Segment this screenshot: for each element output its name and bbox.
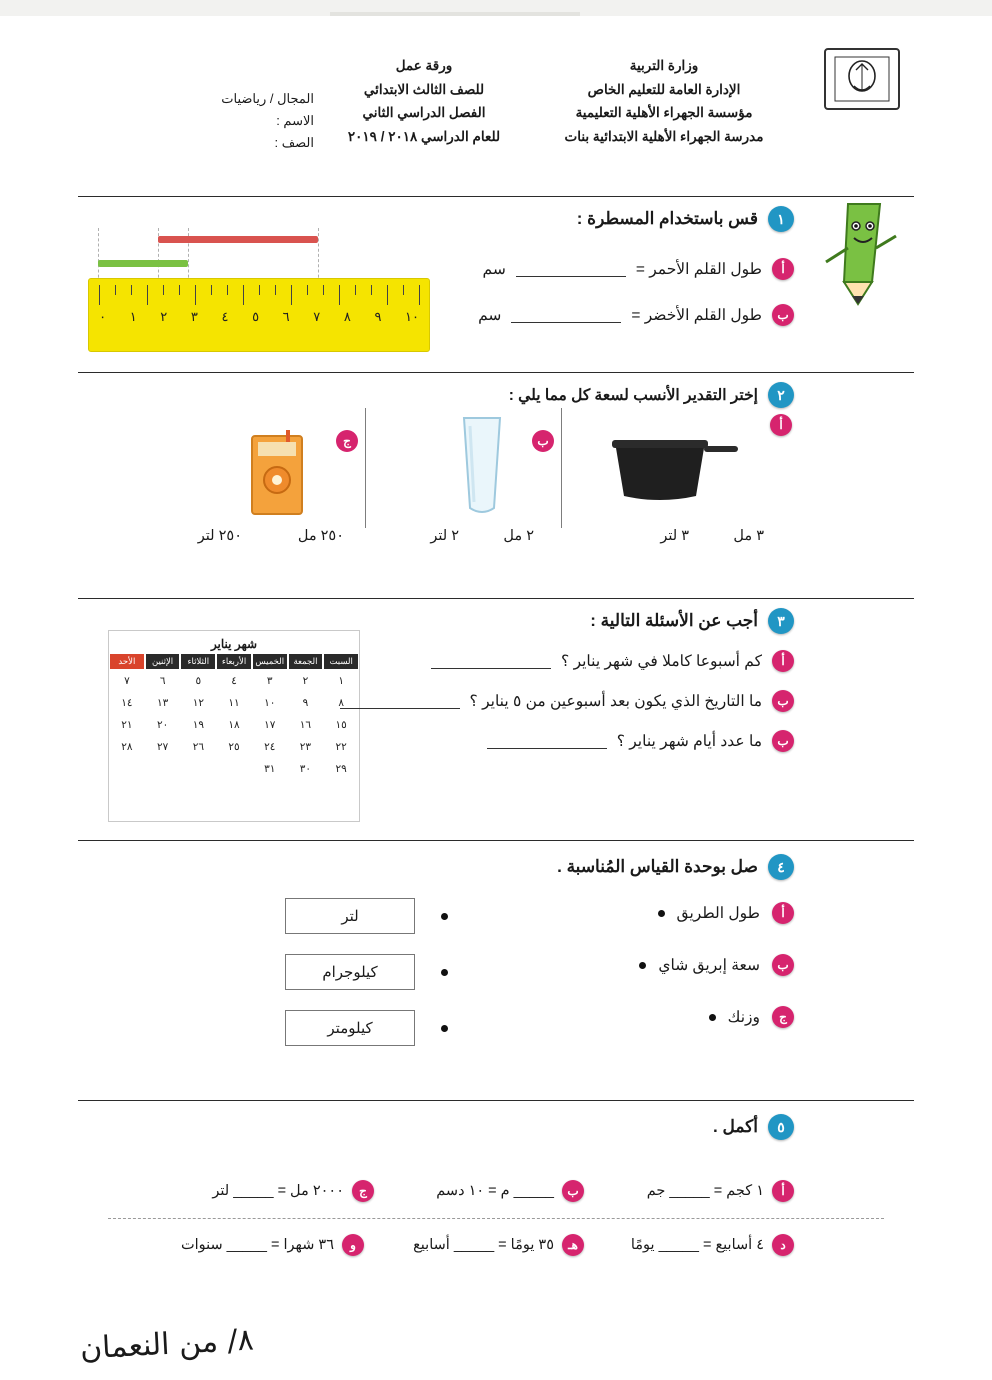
q4-item-b-badge: ب xyxy=(772,954,794,976)
ruler-illustration xyxy=(88,218,438,348)
calendar-cell: ٢٤ xyxy=(264,741,276,753)
q5-item-f-text[interactable]: ٣٦ شهرا = _____ سنوات xyxy=(180,1237,334,1253)
q4-item-c xyxy=(534,1006,794,1028)
calendar-cell: ٢٢ xyxy=(335,741,347,753)
q2-option-a-2[interactable]: ٣ لتر xyxy=(660,528,689,544)
calendar-cell: ٣٠ xyxy=(299,763,312,775)
q1-item-b xyxy=(478,304,794,326)
calendar-cell xyxy=(216,758,252,780)
q2-option-b-2[interactable]: ٢ لتر xyxy=(430,528,459,544)
q5-item-d-badge: د xyxy=(772,1234,794,1256)
q3-item-b-text: ما التاريخ الذي يكون بعد أسبوعين من ٥ يناير ؟ xyxy=(469,692,762,710)
q5-item-b-text[interactable]: _____ م = ١٠ دسم xyxy=(436,1183,554,1199)
q3-heading xyxy=(590,608,794,634)
calendar-day-header-2: الثلاثاء xyxy=(180,653,216,670)
calendar-day-header-4: الخميس xyxy=(252,653,288,670)
divider-q1 xyxy=(78,372,914,373)
calendar-cell: ٢ xyxy=(302,675,309,687)
q5-row2-item-d xyxy=(631,1234,794,1256)
match-dot[interactable] xyxy=(441,969,448,976)
calendar-cell: ٩ xyxy=(302,697,309,709)
ruler-ticks xyxy=(89,285,429,311)
handwritten-note: ٨/ من النعمان xyxy=(79,1322,255,1367)
q4-item-c-badge: ج xyxy=(772,1006,794,1028)
q1-item-a-unit: سم xyxy=(482,260,506,278)
q5-row2-item-e xyxy=(413,1234,584,1256)
ruler-num-2: ٢ xyxy=(160,309,168,324)
q3-item-a-badge: أ xyxy=(772,650,794,672)
ruler-num-8: ٨ xyxy=(343,309,351,324)
ruler-numbers xyxy=(89,309,429,335)
student-fields-block xyxy=(166,88,318,154)
q4-item-a-text: طول الطريق xyxy=(676,904,760,922)
field-subject: المجال / رياضيات xyxy=(221,91,314,106)
q1-item-b-unit: سم xyxy=(478,306,502,324)
ruler-num-6: ٦ xyxy=(282,309,290,324)
q1-item-b-text: طول القلم الأخضر = xyxy=(631,306,762,324)
calendar-day-header-0: الأحد xyxy=(109,653,145,670)
question-5 xyxy=(78,1106,914,1316)
calendar-title: شهر يناير xyxy=(210,637,258,651)
calendar-cell: ٥ xyxy=(195,675,202,687)
red-pencil-icon xyxy=(158,236,318,243)
q4-unit-row xyxy=(248,954,448,990)
q1-number-badge: ١ xyxy=(768,206,794,232)
q2-title-text: إختر التقدير الأنسب لسعة كل مما يلي : xyxy=(508,386,758,404)
calendar-cell: ١٠ xyxy=(264,697,276,709)
q3-item-b xyxy=(340,690,794,712)
q1-item-b-badge: ب xyxy=(772,304,794,326)
calendar-cell: ٢٠ xyxy=(156,719,169,731)
calendar-cell: ١٣ xyxy=(156,697,169,709)
calendar-cell: ١٩ xyxy=(192,719,204,731)
q4-item-b xyxy=(534,954,794,976)
q3-item-c xyxy=(487,730,794,752)
question-3 xyxy=(78,604,914,832)
q5-heading xyxy=(713,1114,794,1140)
ruler-num-3: ٣ xyxy=(190,309,198,324)
q3-item-a-answer-blank[interactable] xyxy=(431,654,551,669)
calendar-cell: ١٧ xyxy=(264,719,276,731)
worksheet-line-2: الفصل الدراسي الثاني xyxy=(362,105,486,121)
q4-left-column xyxy=(534,902,794,1058)
q3-item-a xyxy=(431,650,794,672)
calendar-cell: ١٦ xyxy=(299,719,312,731)
worksheet-line-0: ورقة عمل xyxy=(395,58,453,73)
q2-item-c-badge: ج xyxy=(336,430,358,452)
match-dot[interactable] xyxy=(658,910,665,917)
ruler-num-10: ١٠ xyxy=(405,309,419,324)
calendar-week-row xyxy=(109,714,359,736)
school-logo-icon xyxy=(824,48,900,110)
juice-box-icon xyxy=(242,428,314,520)
q3-item-b-answer-blank[interactable] xyxy=(340,694,460,709)
ruler-num-9: ٩ xyxy=(374,309,382,324)
calendar-cell xyxy=(109,758,145,780)
calendar-cell: ٨ xyxy=(338,697,344,709)
q5-item-b-badge: ب xyxy=(562,1180,584,1202)
worksheet-info-block xyxy=(334,54,514,149)
q4-unit-row xyxy=(248,1010,448,1046)
q3-title-text: أجب عن الأسئلة التالية : xyxy=(590,611,758,630)
calendar-cell: ١١ xyxy=(228,697,240,709)
question-2 xyxy=(78,378,914,590)
q4-item-a-badge: أ xyxy=(772,902,794,924)
calendar-week-row xyxy=(109,758,359,780)
calendar-cell: ٢٥ xyxy=(228,741,240,753)
calendar-cell: ٣١ xyxy=(264,763,276,775)
calendar-cell: ١٥ xyxy=(335,719,347,731)
q5-item-c-text[interactable]: ٢٠٠٠ مل = _____ لتر xyxy=(212,1183,344,1199)
q5-item-e-badge: هـ xyxy=(562,1234,584,1256)
calendar-week-row xyxy=(109,736,359,758)
divider-q4 xyxy=(78,1100,914,1101)
q2-number-badge: ٢ xyxy=(768,382,794,408)
calendar-grid xyxy=(109,670,359,780)
q1-item-a-answer-blank[interactable] xyxy=(516,262,626,277)
ruler-num-5: ٥ xyxy=(252,309,260,324)
q5-row1-item-b xyxy=(436,1180,584,1202)
q3-number-badge: ٣ xyxy=(768,608,794,634)
q5-item-e-text[interactable]: ٣٥ يومًا = _____ أسابيع xyxy=(413,1237,554,1253)
scan-edge xyxy=(0,0,992,16)
ministry-line-3: مدرسة الجهراء الأهلية الابتدائية بنات xyxy=(564,128,764,144)
q5-item-a-text[interactable]: ١ كجم = _____ جم xyxy=(646,1183,764,1199)
q2-item-b-badge: ب xyxy=(532,430,554,452)
q5-divider xyxy=(108,1218,884,1219)
q1-item-b-answer-blank[interactable] xyxy=(511,308,621,323)
q5-title-text: أكمل . xyxy=(713,1117,758,1136)
q4-item-b-text: سعة إبريق شاي xyxy=(658,956,760,974)
calendar-day-header-6: السبت xyxy=(323,653,359,670)
q1-item-a xyxy=(483,258,794,280)
calendar-cell xyxy=(180,758,216,780)
field-name[interactable]: الاسم : xyxy=(276,113,314,128)
calendar-cell: ٢٨ xyxy=(121,741,133,753)
calendar-cell: ٣ xyxy=(266,675,273,687)
calendar-cell: ٢٩ xyxy=(335,763,347,775)
q3-item-c-answer-blank[interactable] xyxy=(487,734,607,749)
worksheet-line-1: للصف الثالث الابتدائي xyxy=(363,81,485,97)
q2-option-a-1[interactable]: ٣ مل xyxy=(733,528,764,544)
calendar-week-row xyxy=(109,692,359,714)
q2-option-c-1[interactable]: ٢٥٠ مل xyxy=(297,528,344,544)
q3-item-c-badge: ب xyxy=(772,730,794,752)
q5-row1-item-a xyxy=(647,1180,794,1202)
ruler-icon xyxy=(88,278,430,352)
q4-unit-2[interactable]: كيلومتر xyxy=(285,1010,415,1046)
calendar-week-row xyxy=(109,670,359,692)
ministry-block xyxy=(534,54,794,149)
calendar-cell: ٢٦ xyxy=(192,741,204,753)
match-dot[interactable] xyxy=(639,962,646,969)
match-dot[interactable] xyxy=(709,1014,716,1021)
glass-icon xyxy=(450,412,514,522)
calendar-cell: ٢٣ xyxy=(299,741,312,753)
calendar-cell: ١٨ xyxy=(228,719,240,731)
ministry-line-1: الإدارة العامة للتعليم الخاص xyxy=(587,81,741,97)
q1-item-a-text: طول القلم الأحمر = xyxy=(635,260,762,278)
q4-unit-row xyxy=(248,898,448,934)
green-pencil-icon xyxy=(98,260,188,267)
q3-item-c-text: ما عدد أيام شهر يناير ؟ xyxy=(616,732,762,750)
q4-heading xyxy=(557,854,794,880)
q3-item-a-text: كم أسبوعا كاملا في شهر يناير ؟ xyxy=(561,652,762,670)
field-class[interactable]: الصف : xyxy=(274,135,314,150)
q4-units-column xyxy=(248,898,448,1066)
q5-item-a-badge: أ xyxy=(772,1180,794,1202)
calendar-cell: ٢١ xyxy=(121,719,133,731)
calendar-cell: ١٤ xyxy=(121,697,133,709)
calendar-cell: ٢٧ xyxy=(156,741,169,753)
q5-number-badge: ٥ xyxy=(768,1114,794,1140)
calendar-cell: ٤ xyxy=(231,675,237,687)
q3-item-b-badge: ب xyxy=(772,690,794,712)
q4-unit-1[interactable]: كيلوجرام xyxy=(285,954,415,990)
calendar-cell: ٧ xyxy=(124,675,130,687)
document-header xyxy=(78,44,914,194)
match-dot[interactable] xyxy=(441,1025,448,1032)
q2-option-c-2[interactable]: ٢٥٠ لتر xyxy=(197,528,242,544)
q4-number-badge: ٤ xyxy=(768,854,794,880)
q4-item-c-text: وزنك xyxy=(727,1008,760,1026)
calendar-day-header-5: الجمعة xyxy=(288,653,324,670)
calendar-cell: ٦ xyxy=(159,675,166,687)
q2-options xyxy=(78,528,914,562)
divider-q2 xyxy=(78,598,914,599)
cooking-pot-icon xyxy=(594,434,744,504)
calendar-cell: ١٢ xyxy=(192,697,204,709)
q5-row1-item-c xyxy=(212,1180,374,1202)
question-1 xyxy=(78,200,914,370)
q5-item-d-text[interactable]: ٤ أسابيع = _____ يومًا xyxy=(630,1237,764,1253)
ruler-num-1: ١ xyxy=(129,309,137,324)
ruler-num-4: ٤ xyxy=(221,309,229,324)
question-4 xyxy=(78,846,914,1088)
q1-title-text: قس باستخدام المسطرة : xyxy=(576,209,758,228)
pencil-mascot-icon xyxy=(808,196,904,316)
q4-item-a xyxy=(534,902,794,924)
calendar-cell xyxy=(145,758,181,780)
ministry-line-0: وزارة التربية xyxy=(629,58,699,73)
ruler-num-0: ٠ xyxy=(99,309,107,324)
calendar-day-headers xyxy=(109,653,359,670)
q1-item-a-badge: أ xyxy=(772,258,794,280)
ministry-line-2: مؤسسة الجهراء الأهلية التعليمية xyxy=(575,105,753,121)
divider-header xyxy=(78,196,914,197)
q1-heading xyxy=(577,206,794,232)
divider-q3 xyxy=(78,840,914,841)
q2-heading xyxy=(509,382,794,408)
q5-item-c-badge: ج xyxy=(352,1180,374,1202)
ruler-num-7: ٧ xyxy=(313,309,321,324)
q5-row2-item-f xyxy=(181,1234,364,1256)
january-calendar xyxy=(108,630,360,822)
q4-title-text: صل بوحدة القياس المُناسبة . xyxy=(557,857,758,876)
match-dot[interactable] xyxy=(441,913,448,920)
calendar-cell: ١ xyxy=(338,675,344,687)
q5-item-f-badge: و xyxy=(342,1234,364,1256)
q4-unit-0[interactable]: لتر xyxy=(285,898,415,934)
q2-item-a-badge: أ xyxy=(770,414,792,436)
calendar-day-header-3: الأربعاء xyxy=(216,653,252,670)
calendar-day-header-1: الإثنين xyxy=(145,653,181,670)
q2-option-b-1[interactable]: ٢ مل xyxy=(503,528,534,544)
worksheet-line-3: للعام الدراسي ٢٠١٨ / ٢٠١٩ xyxy=(347,128,501,144)
